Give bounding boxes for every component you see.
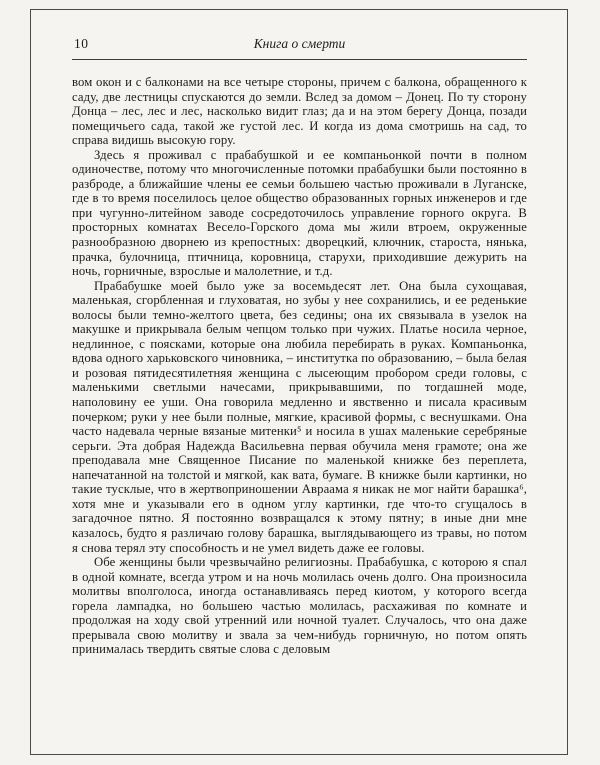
body-text (72, 75, 527, 657)
header-divider (72, 59, 527, 60)
page-border-frame (30, 9, 568, 755)
paragraph: Здесь я проживал с прабабушкой и ее компаньонкой почти в полном одиночестве, потому что многочисленные потомки прабабушки были постоянно в разброде, а ближайшие члены ее семьи большею частью проживали в Луганске, где в то время поселилось целое общество образованных горных инженеров и где при чугунно-литейном заводе сосредоточилось управление горного округа. В просторных комнатах Весело-Горского дома мы жили втроем, окруженные разнообразною дворнею из крепостных: дворецкий, ключник, староста, нянька, прачка, булочница, птичница, коровница, старухи, приходившие дежурить на ночь, горничные, взрослые и малолетние, и т.д. (72, 147, 527, 279)
paragraph: Обе женщины были чрезвычайно религиозны. Прабабушка, с которою я спал в одной комнате, всегда утром и на ночь молилась очень долго. Она произносила молитвы вполголоса, иногда останавливаясь перед киотом, у которого всегда горела лампадка, но большею частью молилась, расхаживая по комнате и продолжая на ходу свой утренний или ночной туалет. Случалось, что она даже прерывала свою молитву и звала за чем-нибудь горничную, но потом опять принималась твердить святые слова с деловым (72, 555, 527, 657)
page-number: 10 (74, 36, 89, 51)
paragraph-continuation: вом окон и с балконами на все четыре стороны, причем с балкона, обращенного к саду, две лестницы спускаются до земли. Вслед за домом – Донец. По ту сторону Донца – лес, лес и лес, насколько видит глаз; да и на этом берегу Донца, позади помещичьего сада, такой же густой лес. И когда из дома смотришь на сад, то справа видишь высокую гору. (72, 75, 527, 148)
running-title: Книга о смерти (253, 36, 346, 51)
page-content-area (31, 10, 567, 657)
paragraph: Прабабушке моей было уже за восемьдесят лет. Она была сухощавая, маленькая, сгорбленная и глуховатая, но зубы у нее сохранились, и ее реденькие волосы были темно-желтого цвета, без седины; она их связывала в узелок на макушке и прикрывала белым чепцом только при чужих. Платье носила черное, недлинное, с поясками, которые она любила перебирать в руках. Компаньонка, вдова одного харьковского чиновника, – институтка по образованию, – была белая и розовая пятидесятилетняя женщина с лысеющим пробором среди головы, с маленькими светлыми начесами, прикрывавшими, по тогдашней моде, наполовину ее уши. Она говорила медленно и явственно и писала красивым почерком; руки у нее были полные, мягкие, красивой формы, с веснушками. Она часто надевала черные вязаные митенки⁵ и носила в ушах маленькие серебряные серьги. Эта добрая Надежда Васильевна первая обучила меня грамоте; она же преподавала мне Священное Писание по маленькой книжке без переплета, напечатанной на толстой и мягкой, как вата, бумаге. В книжке были картинки, но такие тусклые, что в жертвоприношении Авраама я никак не мог найти барашка⁶, хотя мне и указывали его в одном углу картинки, где что-то сгущалось в загадочное пятно. Я постоянно возвращался к этому пятну; в иные дни мне казалось, будто я различаю голову барашка, выглядывающего из травы, но потом я снова терял эту способность и не умел видеть даже ее головы. (72, 278, 527, 555)
page-header (72, 36, 527, 59)
